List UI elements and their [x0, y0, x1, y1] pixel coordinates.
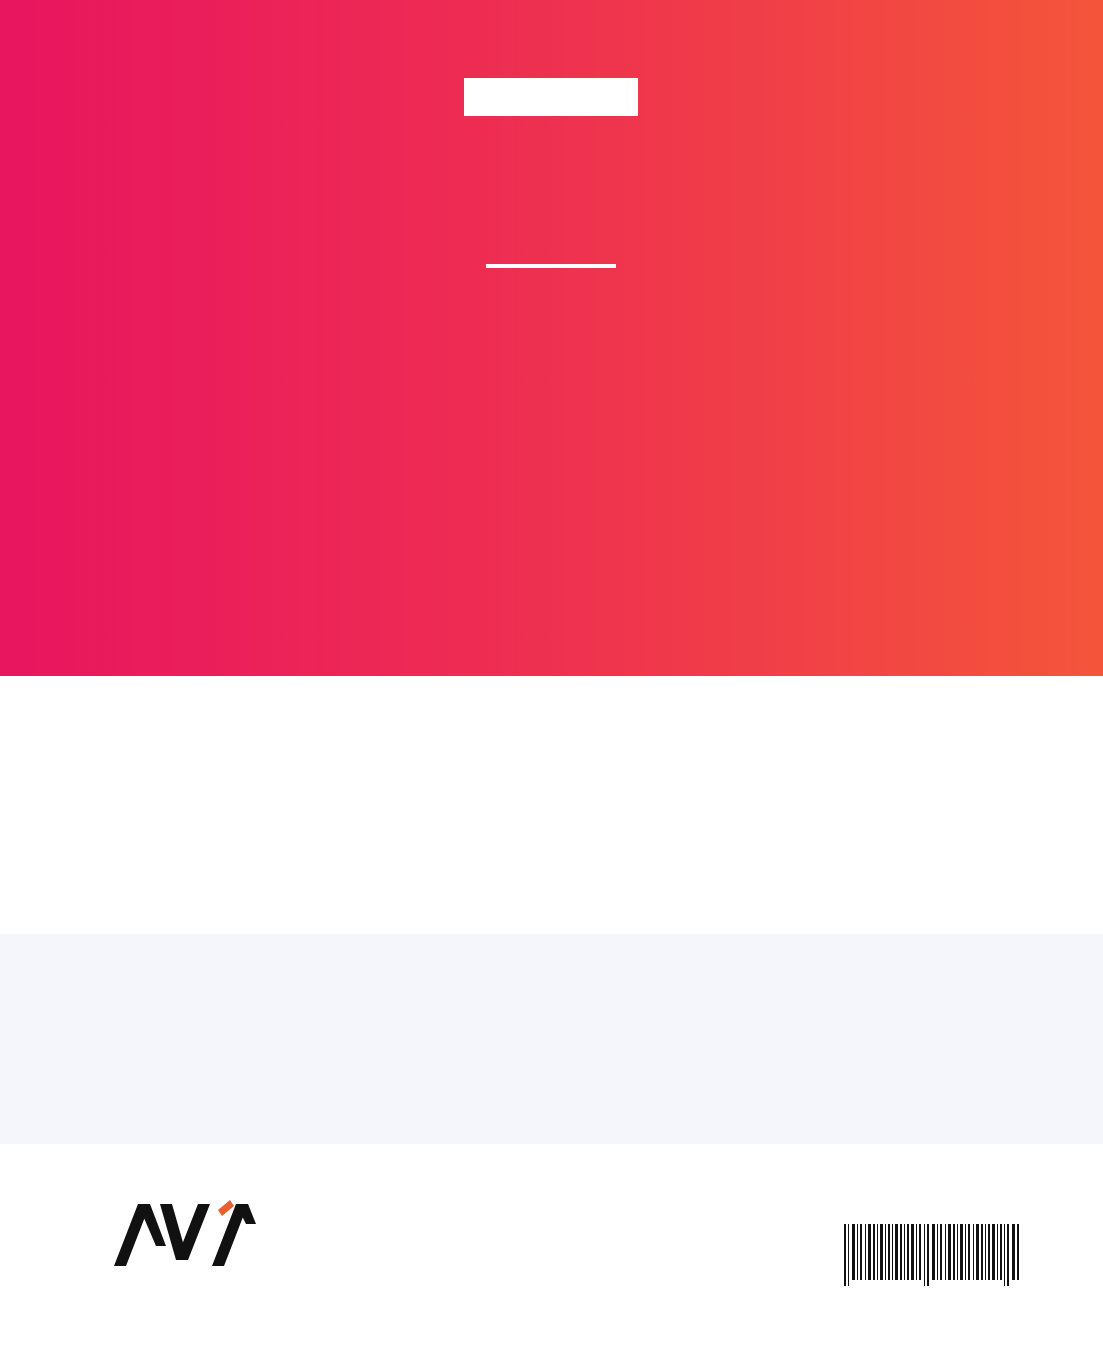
cover-top-panel	[0, 0, 1103, 676]
ava-logo	[114, 1200, 256, 1268]
title-divider	[486, 264, 616, 268]
audience-section-background	[0, 934, 1103, 1144]
barcode-icon	[844, 1224, 1020, 1286]
ultimate-badge	[464, 78, 638, 116]
book-description	[84, 286, 1018, 306]
